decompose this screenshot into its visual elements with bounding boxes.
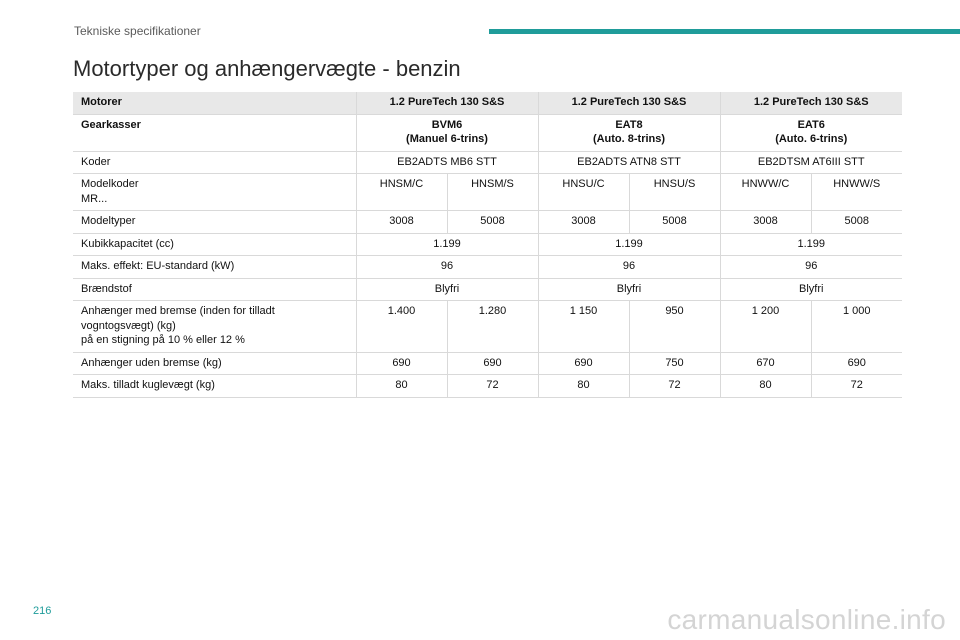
table-cell: 1.199 xyxy=(538,233,720,256)
table-cell: 750 xyxy=(629,352,720,375)
gearbox-cell xyxy=(356,114,538,151)
gearbox-cell xyxy=(538,114,720,151)
table-cell: 72 xyxy=(447,375,538,398)
row-label-line: Anhænger med bremse (inden for tilladt xyxy=(81,305,275,317)
table-cell: 80 xyxy=(356,375,447,398)
row-label: Brændstof xyxy=(73,278,356,301)
table-cell: 3008 xyxy=(538,211,629,234)
table-cell: 690 xyxy=(447,352,538,375)
table-cell: 950 xyxy=(629,301,720,353)
table-row xyxy=(73,352,902,375)
table-row xyxy=(73,151,902,174)
table-cell: HNSU/C xyxy=(538,174,629,211)
table-cell: 690 xyxy=(811,352,902,375)
engine-header: 1.2 PureTech 130 S&S xyxy=(538,92,720,114)
table-cell: 1.199 xyxy=(720,233,902,256)
row-label: Kubikkapacitet (cc) xyxy=(73,233,356,256)
row-label: Anhænger uden bremse (kg) xyxy=(73,352,356,375)
table-cell: EB2ADTS MB6 STT xyxy=(356,151,538,174)
table-row xyxy=(73,278,902,301)
table-cell: EB2ADTS ATN8 STT xyxy=(538,151,720,174)
table-cell: 1 200 xyxy=(720,301,811,353)
gearbox-cell xyxy=(720,114,902,151)
page-title: Motortyper og anhængervægte - benzin xyxy=(73,56,461,81)
table-row xyxy=(73,233,902,256)
row-label: Gearkasser xyxy=(73,114,356,151)
row-label-line: MR... xyxy=(81,192,108,205)
gearbox-name: EAT8 xyxy=(615,118,643,131)
row-label-line: på en stigning på 10 % eller 12 % xyxy=(81,334,245,346)
gearbox-desc: (Manuel 6-trins) xyxy=(406,133,488,145)
gearbox-name: BVM6 xyxy=(431,118,463,131)
table-cell: 5008 xyxy=(811,211,902,234)
row-label: Modeltyper xyxy=(73,211,356,234)
spec-table xyxy=(73,92,902,398)
table-cell: 72 xyxy=(629,375,720,398)
table-row xyxy=(73,256,902,279)
table-cell: 96 xyxy=(538,256,720,279)
gearbox-desc: (Auto. 6-trins) xyxy=(775,133,848,145)
engine-header: 1.2 PureTech 130 S&S xyxy=(720,92,902,114)
row-label: Maks. effekt: EU-standard (kW) xyxy=(73,256,356,279)
page-number: 216 xyxy=(33,605,52,617)
row-label xyxy=(73,174,356,211)
table-cell: HNSM/S xyxy=(447,174,538,211)
table-cell: 670 xyxy=(720,352,811,375)
table-cell: 1 000 xyxy=(811,301,902,353)
table-cell: 1.280 xyxy=(447,301,538,353)
table-cell: HNWW/C xyxy=(720,174,811,211)
row-label: Koder xyxy=(73,151,356,174)
table-header-row xyxy=(73,92,902,114)
table-cell: HNSU/S xyxy=(629,174,720,211)
table-cell: HNSM/C xyxy=(356,174,447,211)
table-cell: 96 xyxy=(356,256,538,279)
row-label: Motorer xyxy=(73,92,356,114)
table-cell: Blyfri xyxy=(720,278,902,301)
table-cell: 80 xyxy=(538,375,629,398)
table-row xyxy=(73,211,902,234)
section-header: Tekniske specifikationer xyxy=(74,24,201,38)
table-cell: 690 xyxy=(538,352,629,375)
watermark: carmanualsonline.info xyxy=(667,604,946,635)
table-cell: 690 xyxy=(356,352,447,375)
row-label-line: Modelkoder xyxy=(81,178,139,190)
header-accent-bar xyxy=(489,29,960,34)
table-row xyxy=(73,174,902,211)
table-cell: 3008 xyxy=(720,211,811,234)
table-cell: 1.400 xyxy=(356,301,447,353)
row-label xyxy=(73,301,356,353)
table-cell: 96 xyxy=(720,256,902,279)
table-cell: 1.199 xyxy=(356,233,538,256)
table-row xyxy=(73,375,902,398)
row-label-line: vogntogsvægt) (kg) xyxy=(81,319,176,332)
table-row xyxy=(73,301,902,353)
engine-header: 1.2 PureTech 130 S&S xyxy=(356,92,538,114)
table-cell: 80 xyxy=(720,375,811,398)
row-label: Maks. tilladt kuglevægt (kg) xyxy=(73,375,356,398)
table-cell: Blyfri xyxy=(356,278,538,301)
table-row xyxy=(73,114,902,151)
table-cell: EB2DTSM AT6III STT xyxy=(720,151,902,174)
table-cell: 72 xyxy=(811,375,902,398)
table-cell: 3008 xyxy=(356,211,447,234)
table-cell: 1 150 xyxy=(538,301,629,353)
gearbox-desc: (Auto. 8-trins) xyxy=(592,133,666,145)
gearbox-name: EAT6 xyxy=(797,118,825,131)
table-cell: HNWW/S xyxy=(811,174,902,211)
table-cell: 5008 xyxy=(629,211,720,234)
table-cell: Blyfri xyxy=(538,278,720,301)
table-cell: 5008 xyxy=(447,211,538,234)
